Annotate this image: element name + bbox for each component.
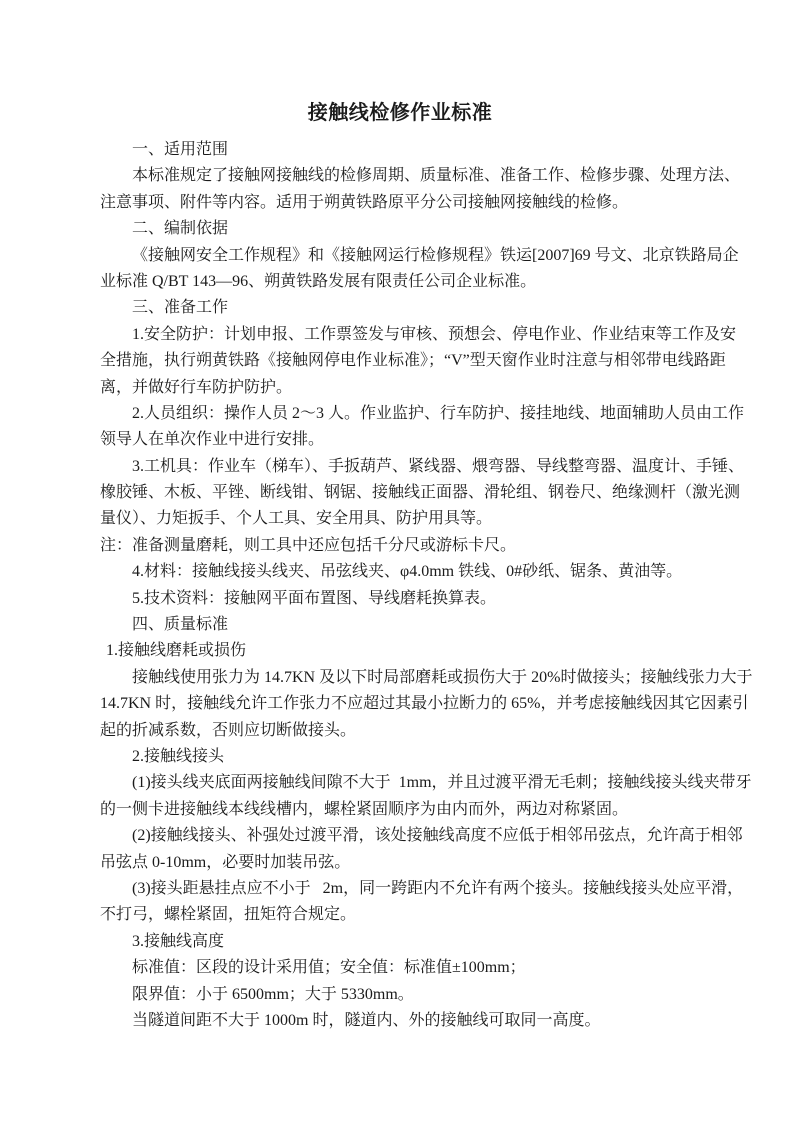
text-line: 1.接触线磨耗或损伤 xyxy=(106,642,247,660)
text-line: 3.工机具：作业车（梯车）、手扳葫芦、紧线器、煨弯器、导线整弯器、温度计、手锤、 xyxy=(132,457,745,475)
text-line: 14.7KN 时，接触线允许工作张力不应超过其最小拉断力的 65%，并考虑接触线因其它因素引 xyxy=(100,695,749,713)
text-line: 2.人员组织：操作人员 2～3 人。作业监护、行车防护、接挂地线、地面辅助人员由工作 xyxy=(132,404,745,422)
text-line: (3)接头距悬挂点应不小于 2m，同一跨距内不允许有两个接头。接触线接头处应平滑， xyxy=(132,879,744,897)
text-line: 《接触网安全工作规程》和《接触网运行检修规程》铁运[2007]69 号文、北京铁路局企 xyxy=(132,246,739,264)
text-line: 二、编制依据 xyxy=(132,220,229,238)
text-line: 离，并做好行车防护防护。 xyxy=(100,378,293,396)
text-line: 注意事项、附件等内容。适用于朔黄铁路原平分公司接触网接触线的检修。 xyxy=(100,193,629,211)
text-line: 起的折减系数，否则应切断做接头。 xyxy=(100,721,357,739)
document-title: 接触线检修作业标准 xyxy=(307,102,493,124)
text-line: 2.接触线接头 xyxy=(132,747,225,765)
text-line: 领导人在单次作业中进行安排。 xyxy=(100,431,325,449)
text-line: 吊弦点 0-10mm，必要时加装吊弦。 xyxy=(100,853,351,871)
text-line: 标准值：区段的设计采用值；安全值：标准值±100mm； xyxy=(132,959,526,977)
text-line: 当隧道间距不大于 1000m 时，隧道内、外的接触线可取同一高度。 xyxy=(132,1011,601,1029)
text-line: 注：准备测量磨耗，则工具中还应包括千分尺或游标卡尺。 xyxy=(100,536,517,554)
text-line: 1.安全防护：计划申报、工作票签发与审核、预想会、停电作业、作业结束等工作及安 xyxy=(132,325,737,343)
document-body xyxy=(100,137,753,1034)
text-line: 本标准规定了接触网接触线的检修周期、质量标准、准备工作、检修步骤、处理方法、 xyxy=(132,167,741,185)
text-line: 一、适用范围 xyxy=(132,141,229,158)
text-line: 量仪）、力矩扳手、个人工具、安全用具、防护用具等。 xyxy=(100,510,493,528)
text-line: 限界值：小于 6500mm；大于 5330mm。 xyxy=(132,985,414,1003)
text-line: 四、质量标准 xyxy=(132,616,229,634)
text-line: 业标准 Q/BT 143—96、朔黄铁路发展有限责任公司企业标准。 xyxy=(100,272,537,290)
text-line: 不打弓，螺栓紧固，扭矩符合规定。 xyxy=(100,906,357,924)
text-line: 三、准备工作 xyxy=(132,299,229,317)
text-line: 的一侧卡进接触线本线线槽内，螺栓紧固顺序为由内而外，两边对称紧固。 xyxy=(100,800,629,818)
text-line: 4.材料：接触线接头线夹、吊弦线夹、φ4.0mm 铁线、0#砂纸、锯条、黄油等。 xyxy=(132,563,683,581)
text-line: 全措施，执行朔黄铁路《接触网停电作业标准》；“V”型天窗作业时注意与相邻带电线路距 xyxy=(100,352,726,370)
text-line: (1)接头线夹底面两接触线间隙不大于 1mm，并且过渡平滑无毛刺；接触线接头线夹带牙 xyxy=(132,774,752,792)
text-line: 3.接触线高度 xyxy=(132,932,225,950)
text-line: (2)接触线接头、补强处过渡平滑，该处接触线高度不应低于相邻吊弦点，允许高于相邻 xyxy=(132,827,743,845)
text-line: 接触线使用张力为 14.7KN 及以下时局部磨耗或损伤大于 20%时做接头；接触线张力大于 xyxy=(132,668,753,686)
text-line: 橡胶锤、木板、平锉、断线钳、钢锯、接触线正面器、滑轮组、钢卷尺、绝缘测杆（激光测 xyxy=(100,484,741,502)
text-line: 5.技术资料：接触网平面布置图、导线磨耗换算表。 xyxy=(132,589,497,607)
